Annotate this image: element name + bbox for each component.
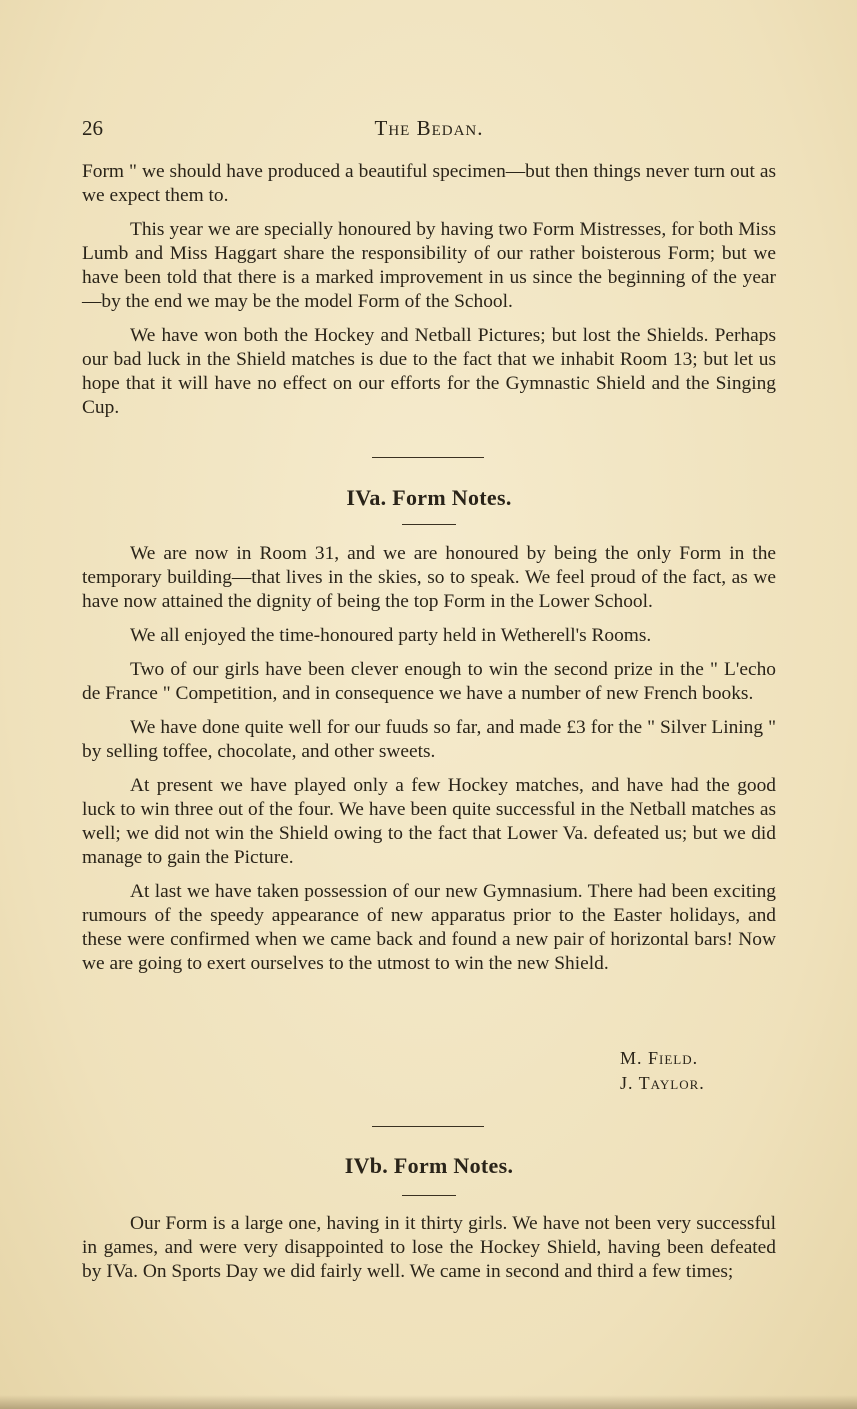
signatures — [620, 1046, 705, 1096]
page-edge-shadow — [0, 1395, 857, 1409]
signature: J. Taylor. — [620, 1073, 705, 1093]
paragraph: This year we are specially honoured by having two Form Mistresses, for both Miss Lumb and Miss Haggart share the responsibility of our rather boisterous Form; but we have been told that there is a marked improvement in us since the beginning of the year—by the end we may be the model Form of the School. — [82, 219, 776, 312]
intro-text — [82, 160, 776, 420]
signature: M. Field. — [620, 1048, 699, 1068]
section-divider — [372, 457, 484, 458]
section-title-iva: IVa. Form Notes. — [346, 485, 512, 510]
title-underline — [402, 1195, 456, 1196]
section-ivb-text — [82, 1212, 776, 1284]
paragraph: We all enjoyed the time-honoured party held in Wetherell's Rooms. — [130, 625, 652, 646]
paragraph: Two of our girls have been clever enough to win the second prize in the " L'echo de France " Competition, and in consequence we have a number of new French books. — [82, 659, 776, 704]
paragraph: We have done quite well for our fuuds so far, and made £3 for the " Silver Lining " by selling toffee, chocolate, and other sweets. — [82, 717, 776, 762]
paragraph: At present we have played only a few Hockey matches, and have had the good luck to win three out of the four. We have been quite successful in the Netball matches as well; we did not win the Shield owing to the fact that Lower Va. defeated us; but we did manage to gain the Picture. — [82, 775, 776, 868]
paragraph: At last we have taken possession of our new Gymnasium. There had been exciting rumours of the speedy appearance of new apparatus prior to the Easter holidays, and these were confirmed when we came back and found a new pair of horizontal bars! Now we are going to exert ourselves to the utmost to win the new Shield. — [82, 881, 776, 974]
paragraph: We are now in Room 31, and we are honoured by being the only Form in the temporary building—that lives in the skies, so to speak. We feel proud of the fact, as we have now attained the dignity of being the top Form in the Lower School. — [82, 543, 776, 612]
section-iva-text — [82, 542, 776, 976]
page-number: 26 — [82, 116, 103, 140]
paragraph: Our Form is a large one, having in it thirty girls. We have not been very successful in games, and were very disappointed to lose the Hockey Shield, having been defeated by IVa. On Sports Day we did fairly well. We came in second and third a few times; — [82, 1213, 776, 1282]
section-title-ivb: IVb. Form Notes. — [344, 1153, 514, 1178]
paragraph: We have won both the Hockey and Netball Pictures; but lost the Shields. Perhaps our bad luck in the Shield matches is due to the fact that we inhabit Room 13; but let us hope that it will have no effect on our efforts for the Gymnastic Shield and the Singing Cup. — [82, 325, 776, 418]
title-underline — [402, 524, 456, 525]
running-head: The Bedan. — [374, 116, 484, 140]
section-divider — [372, 1126, 484, 1127]
page-header — [82, 116, 776, 146]
paragraph: Form " we should have produced a beautiful specimen—but then things never turn out as we expect them to. — [82, 161, 776, 206]
